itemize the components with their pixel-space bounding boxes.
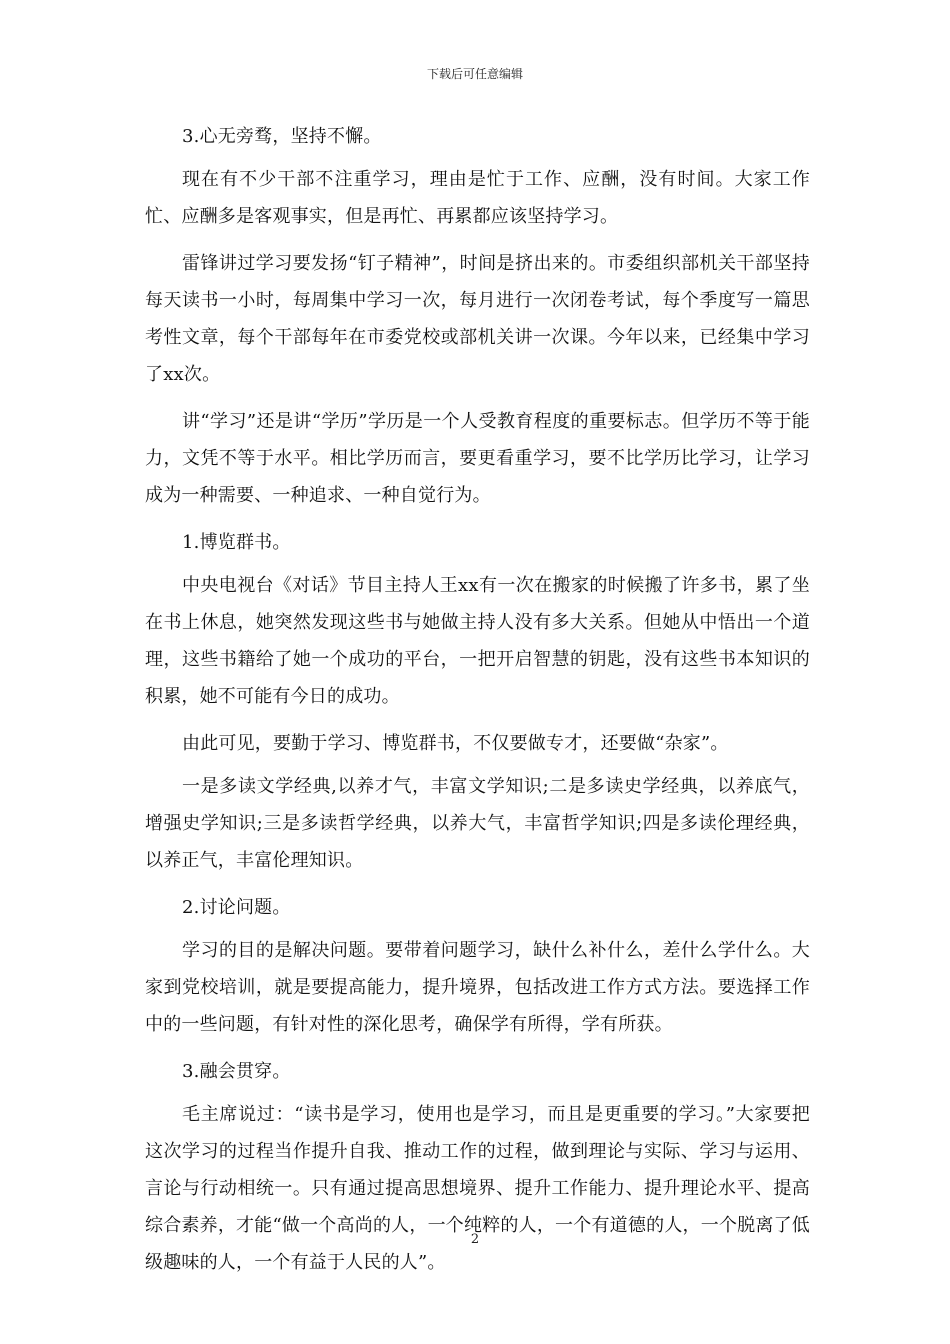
heading-item-2-discussion: 2.讨论问题。 bbox=[182, 897, 291, 918]
heading-item-3-integration: 3.融会贯穿。 bbox=[182, 1061, 291, 1082]
paragraph: 现在有不少干部不注重学习，理由是忙于工作、应酬，没有时间。大家工作忙、应酬多是客观事实，但是再忙、再累都应该坚持学习。 bbox=[145, 169, 810, 227]
paragraph: 由此可见，要勤于学习、博览群书，不仅要做专才，还要做“杂家”。 bbox=[182, 733, 729, 754]
paragraph: 中央电视台《对话》节目主持人王xx有一次在搬家的时候搬了许多书，累了坐在书上休息，她突然发现这些书与她做主持人没有多大关系。但她从中悟出一个道理，这些书籍给了她一个成功的平台，一把开启智慧的钥匙，没有这些书本知识的积累，她不可能有今日的成功。 bbox=[145, 575, 810, 707]
heading-item-1-reading: 1.博览群书。 bbox=[182, 532, 291, 553]
paragraph: 学习的目的是解决问题。要带着问题学习，缺什么补什么，差什么学什么。大家到党校培训，就是要提高能力，提升境界，包括改进工作方式方法。要选择工作中的一些问题，有针对性的深化思考，确保学有所得，学有所获。 bbox=[145, 940, 810, 1035]
paragraph: 一是多读文学经典,以养才气，丰富文学知识;二是多读史学经典，以养底气，增强史学知识;三是多读哲学经典，以养大气，丰富哲学知识;四是多读伦理经典，以养正气，丰富伦理知识。 bbox=[145, 776, 810, 871]
heading-item-3-focus: 3.心无旁骛，坚持不懈。 bbox=[182, 126, 382, 147]
page-header: 下载后可任意编辑 bbox=[426, 67, 523, 81]
document-body bbox=[145, 118, 810, 1291]
page-number: 2 bbox=[470, 1232, 480, 1247]
paragraph: 雷锋讲过学习要发扬“钉子精神”，时间是挤出来的。市委组织部机关干部坚持每天读书一小时，每周集中学习一次，每月进行一次闭卷考试，每个季度写一篇思考性文章，每个干部每年在市委党校或部机关讲一次课。今年以来，已经集中学习了xx次。 bbox=[145, 253, 810, 385]
paragraph: 毛主席说过：“读书是学习，使用也是学习，而且是更重要的学习。”大家要把这次学习的过程当作提升自我、推动工作的过程，做到理论与实际、学习与运用、言论与行动相统一。只有通过提高思想境界、提升工作能力、提升理论水平、提高综合素养，才能“做一个高尚的人，一个纯粹的人，一个有道德的人，一个脱离了低级趣味的人，一个有益于人民的人”。 bbox=[145, 1104, 810, 1273]
paragraph: 讲“学习”还是讲“学历”学历是一个人受教育程度的重要标志。但学历不等于能力，文凭不等于水平。相比学历而言，要更看重学习，要不比学历比学习，让学习成为一种需要、一种追求、一种自觉行为。 bbox=[145, 411, 810, 506]
